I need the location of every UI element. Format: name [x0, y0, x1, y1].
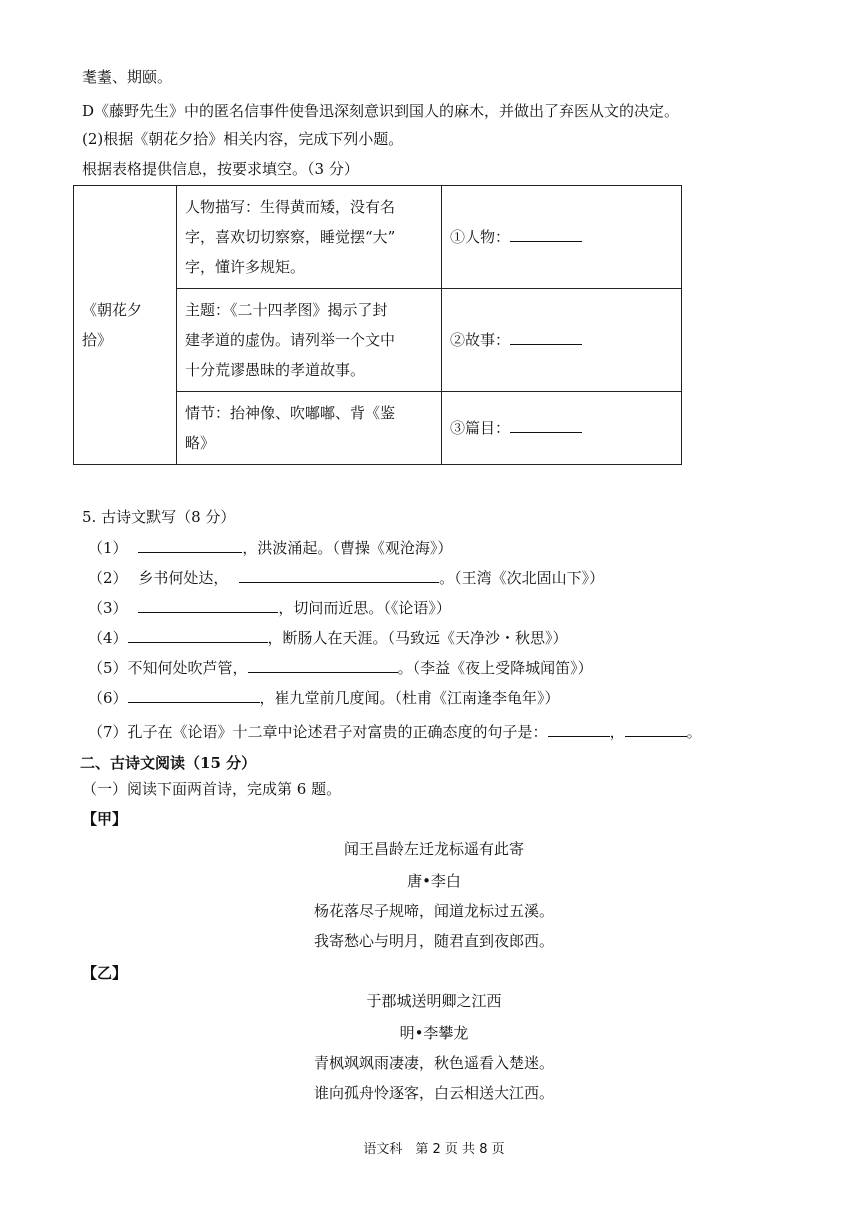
poem-a-title: 闻王昌龄左迁龙标遥有此寄 [343, 840, 524, 858]
item-number: （4） [88, 629, 128, 647]
dictation-blank[interactable] [138, 536, 242, 553]
poem-b-line: 青枫飒飒雨凄凄，秋色遥看入楚迷。 [313, 1054, 554, 1072]
page-footer: 语文科 第 2 页 共 8 页 [363, 1142, 505, 1157]
item-number: （1） [88, 539, 128, 557]
desc-cell [177, 186, 442, 289]
item-prefix: 乡书何处达， [138, 569, 229, 587]
answer-blank[interactable] [510, 225, 582, 242]
desc-line: 建孝道的虚伪。请列举一个文中 [185, 331, 396, 349]
item-suffix: ，崔九堂前几度闻。（杜甫《江南逢李龟年》） [259, 689, 560, 707]
desc-line: 主题：《二十四孝图》揭示了封 [185, 301, 388, 319]
desc-cell [177, 289, 442, 392]
item-number: （7） [88, 723, 128, 741]
desc-line: 十分荒谬愚昧的孝道故事。 [185, 361, 366, 379]
text-line-1: 耄耋、期颐。 [82, 68, 173, 86]
table-instruction: 根据表格提供信息，按要求填空。（3 分） [82, 160, 359, 178]
dictation-blank[interactable] [128, 686, 260, 703]
answer-label: ①人物： [450, 228, 511, 246]
item-prefix: 孔子在《论语》十二章中论述君子对富贵的正确态度的句子是： [127, 723, 548, 741]
dictation-item-4 [88, 626, 568, 649]
desc-line: 字，喜欢切切察察，睡觉摆“大” [185, 228, 396, 246]
dictation-blank[interactable] [625, 720, 687, 737]
item-number: （5） [88, 659, 128, 677]
desc-cell [177, 392, 442, 465]
poem-b-author: 明•李攀龙 [399, 1024, 469, 1042]
dictation-blank[interactable] [138, 596, 278, 613]
dictation-blank[interactable] [248, 656, 398, 673]
dictation-blank[interactable] [128, 626, 268, 643]
answer-cell [442, 186, 682, 289]
item-number: （6） [88, 689, 128, 707]
desc-line: 情节：抬神像、吹嘟嘟、背《鉴 [185, 404, 396, 422]
option-d: D《藤野先生》中的匿名信事件使鲁迅深刻意识到国人的麻木，并做出了弃医从文的决定。 [82, 102, 680, 120]
question-2: (2)根据《朝花夕拾》相关内容，完成下列小题。 [82, 130, 404, 148]
poem-b-title: 于郡城送明卿之江西 [366, 992, 502, 1010]
desc-line: 字，懂许多规矩。 [185, 258, 306, 276]
poem-a-line: 杨花落尽子规啼，闻道龙标过五溪。 [313, 902, 554, 920]
poem-a-line: 我寄愁心与明月，随君直到夜郎西。 [313, 932, 554, 950]
item-number: （3） [88, 599, 128, 617]
item-suffix: ，切问而近思。（《论语》） [278, 599, 451, 617]
answer-cell [442, 289, 682, 392]
poem-b-tag: 【乙】 [82, 964, 128, 982]
book-title-line: 拾》 [82, 331, 113, 349]
answer-blank[interactable] [510, 416, 582, 433]
item-suffix: ，断肠人在天涯。（马致远《天净沙・秋思》） [267, 629, 568, 647]
item-separator: ， [609, 723, 625, 741]
answer-blank[interactable] [510, 328, 582, 345]
dictation-item-1 [88, 536, 452, 559]
item-suffix: 。（李益《夜上受降城闻笛》） [397, 659, 593, 677]
item-suffix: 。 [686, 723, 702, 741]
section-2-title: 二、古诗文阅读（15 分） [80, 754, 257, 772]
book-title-cell [74, 186, 177, 465]
dictation-item-6 [88, 686, 560, 709]
dictation-item-2 [88, 566, 604, 589]
item-suffix: ，洪波涌起。（曹操《观沧海》） [242, 539, 453, 557]
item-number: （2） [88, 569, 128, 587]
info-table [73, 185, 682, 465]
poem-b-line: 谁向孤舟怜逐客，白云相送大江西。 [313, 1084, 554, 1102]
desc-line: 略》 [185, 434, 216, 452]
section-2-intro: （一）阅读下面两首诗，完成第 6 题。 [82, 780, 342, 798]
dictation-blank[interactable] [239, 566, 439, 583]
dictation-blank[interactable] [548, 720, 610, 737]
answer-cell [442, 392, 682, 465]
item-suffix: 。（王湾《次北固山下》） [439, 569, 605, 587]
section-5-title: 5. 古诗文默写（8 分） [82, 508, 236, 526]
poem-a-author: 唐•李白 [407, 872, 461, 890]
answer-label: ③篇目： [450, 419, 511, 437]
item-prefix: 不知何处吹芦管， [127, 659, 248, 677]
desc-line: 人物描写：生得黄而矮，没有名 [185, 198, 396, 216]
poem-a-tag: 【甲】 [82, 810, 128, 828]
dictation-item-7 [88, 720, 702, 743]
dictation-item-5 [88, 656, 593, 679]
book-title-line: 《朝花夕 [82, 301, 143, 319]
answer-label: ②故事： [450, 331, 511, 349]
dictation-item-3 [88, 596, 451, 619]
